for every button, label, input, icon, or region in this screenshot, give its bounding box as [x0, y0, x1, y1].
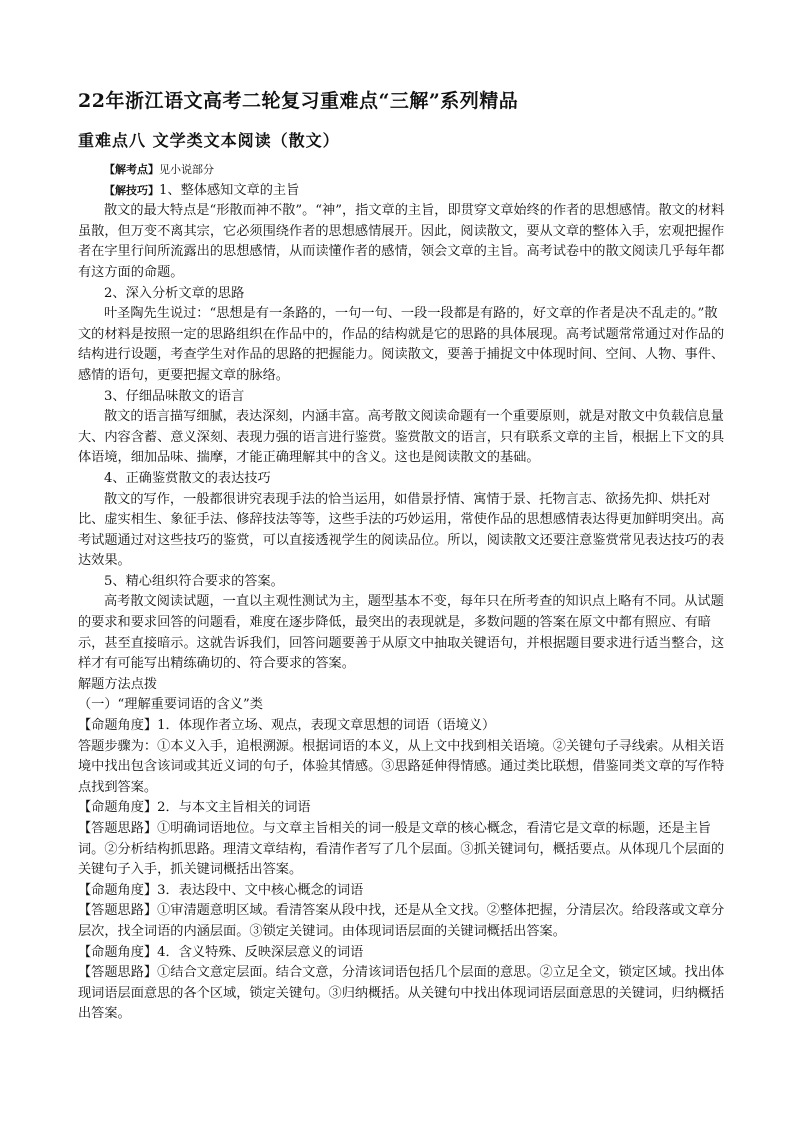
answer-4: 【答题思路】①结合文意定层面。结合文意，分清该词语包括几个层面的意思。②立足全文，锁定区域。找出体现词语层面意思的各个区域，锁定关键句。③归纳概括。从关键句中找出体现词语层面意思的关键词，归纳概括出答案。 — [78, 965, 725, 1022]
heading-2: 2、深入分析文章的思路 — [104, 285, 245, 301]
answer-2: 【答题思路】①明确词语地位。与文章主旨相关的词一般是文章的核心概念，看清它是文章的标题，还是主旨词。②分析结构抓思路。理清文章结构，看清作者写了几个层面。③抓关键词句，概括要点。从体现几个层面的关键句子入手，抓关键词概括出答案。 — [78, 821, 725, 878]
document-title: 22年浙江语文高考二轮复习重难点“三解”系列精品 — [78, 90, 519, 112]
paragraph-3: 散文的语言描写细腻，表达深刻，内涵丰富。高考散文阅读命题有一个重要原则，就是对散文中负载信息量大、内容含蓄、意义深刻、表现力强的语言进行鉴赏。鉴赏散文的语言，只有联系文章的主旨，根据上下文的具体语境，细加品味、揣摩，才能正确理解其中的含义。这也是阅读散文的基础。 — [78, 409, 725, 466]
answer-1: 答题步骤为：①本义入手，追根溯源。根据词语的本义，从上文中找到相关语境。②关键句子寻线索。从相关语境中找出包含该词或其近义词的句子，体验其情感。③思路延伸得情感。通过类比联想，借鉴同类文章的写作特点找到答案。 — [78, 738, 725, 795]
paragraph-4: 散文的写作，一般都很讲究表现手法的恰当运用，如借景抒情、寓情于景、托物言志、欲扬先抑、烘托对比、虚实相生、象征手法、修辞技法等等，这些手法的巧妙运用，常使作品的思想感情表达得更加鲜明突出。高考试题通过对这些技巧的鉴赏，可以直接透视学生的阅读品位。所以，阅读散文还要注意鉴赏常见表达技巧的表达效果。 — [78, 491, 725, 569]
paragraph-2: 叶圣陶先生说过：“思想是有一条路的，一句一句、一段一段都是有路的，好文章的作者是决不乱走的。”散文的材料是按照一定的思路组织在作品中的，作品的结构就是它的思路的具体展现。高考试题常常通过对作品的结构进行设题，考查学生对作品的思路的把握能力。阅读散文，要善于捕捉文中体现时间、空间、人物、事件、感情的语句，更要把握文章的脉络。 — [78, 306, 725, 383]
kaodian-text: 见小说部分 — [159, 163, 214, 176]
jiqiao-label: 【解技巧】 — [104, 183, 159, 197]
method-heading: 解题方法点拨 — [78, 676, 158, 692]
angle-3: 【命题角度】3．表达段中、文中核心概念的词语 — [78, 882, 364, 898]
paragraph-1: 散文的最大特点是“形散而神不散”。“神”，指文章的主旨，即贯穿文章始终的作者的思想感情。散文的材料虽散，但万变不离其宗，它必须围绕作者的思想感情展开。因此，阅读散文，要从文章的整体入手，宏观把握作者在字里行间所流露出的思想感情，从而读懂作者的感情，领会文章的主旨。高考试卷中的散文阅读几乎每年都有这方面的命题。 — [78, 203, 725, 280]
section-heading: 重难点八 文学类文本阅读（散文） — [78, 131, 340, 150]
paragraph-5: 高考散文阅读试题，一直以主观性测试为主，题型基本不变，每年只在所考查的知识点上略有不同。从试题的要求和要求回答的问题看，难度在逐步降低，最突出的表现就是，多数问题的答案在原文中都有照应、有暗示，甚至直接暗示。这就告诉我们，回答问题要善于从原文中抽取关键语句，并根据题目要求进行适当整合，这样才有可能写出精练确切的、符合要求的答案。 — [78, 594, 725, 672]
answer-3: 【答题思路】①审清题意明区域。看清答案从段中找，还是从全文找。②整体把握，分清层次。给段落或文章分层次，找全词语的内涵层面。③锁定关键词。由体现词语层面的关键词概括出答案。 — [78, 903, 725, 939]
document-body — [78, 160, 730, 1025]
heading-3: 3、仔细品味散文的语言 — [104, 388, 245, 404]
category-heading: （一）“理解重要词语的含义”类 — [78, 697, 263, 713]
heading-5: 5、精心组织符合要求的答案。 — [104, 573, 284, 589]
kaodian-line — [78, 160, 730, 181]
angle-2: 【命题角度】2．与本文主旨相关的词语 — [78, 800, 311, 816]
jiqiao-line — [78, 181, 730, 202]
angle-1: 【命题角度】1．体现作者立场、观点，表现文章思想的词语（语境义） — [78, 718, 496, 734]
heading-4: 4、正确鉴赏散文的表达技巧 — [104, 470, 271, 486]
jiqiao-heading: 1、整体感知文章的主旨 — [159, 182, 300, 198]
angle-4: 【命题角度】4．含义特殊、反映深层意义的词语 — [78, 944, 364, 960]
kaodian-label: 【解考点】 — [104, 163, 159, 176]
